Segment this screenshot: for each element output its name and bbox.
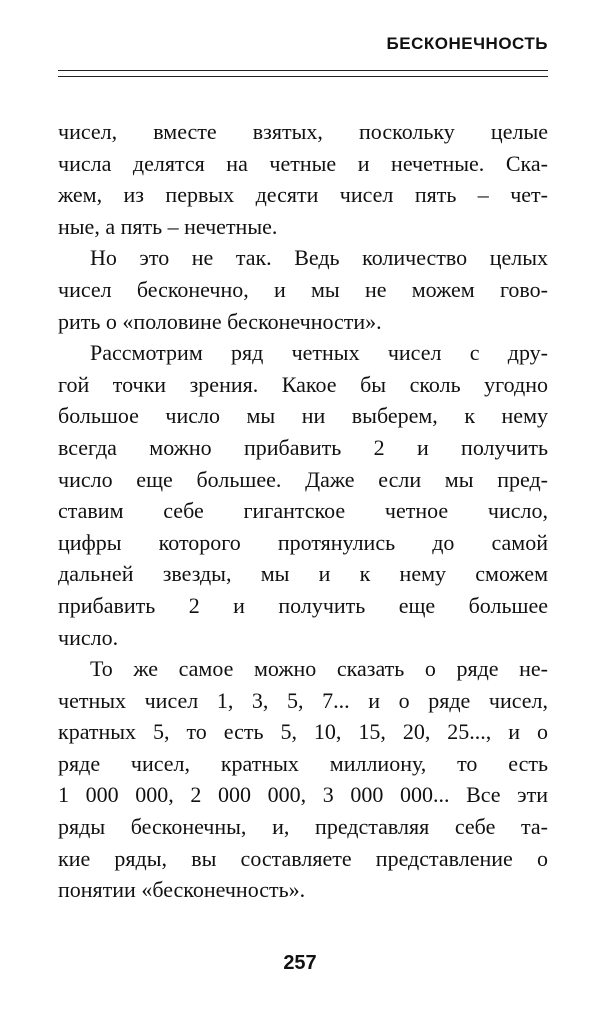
- paragraph-1: [58, 116, 548, 242]
- text-line: кратных 5, то есть 5, 10, 15, 20, 25..., и о: [58, 719, 548, 745]
- text-line: число.: [58, 624, 119, 650]
- text-line: четных чисел 1, 3, 5, 7... и о ряде чисел,: [58, 687, 548, 713]
- text-line: То же самое можно сказать о ряде не-: [90, 656, 548, 682]
- text-line: чисел, вместе взятых, поскольку целые: [58, 119, 548, 144]
- text-line: цифры которого протянулись до самой: [58, 529, 548, 555]
- text-line: рить о «половине бесконечности».: [58, 308, 382, 334]
- running-head-title: БЕСКОНЕЧНОСТЬ: [386, 34, 548, 53]
- paragraph-4: [58, 653, 548, 906]
- text-line: дальней звезды, мы и к нему сможем: [58, 561, 548, 587]
- page-number: 257: [283, 952, 317, 974]
- text-line: гой точки зрения. Какое бы сколь угодно: [58, 371, 548, 397]
- body-text: [58, 116, 548, 906]
- paragraph-2: [58, 242, 548, 337]
- text-line: ные, а пять – нечетные.: [58, 213, 278, 239]
- text-line: Рассмотрим ряд четных чисел с дру-: [90, 340, 548, 366]
- text-line: 1 000 000, 2 000 000, 3 000 000... Все эти: [58, 782, 548, 808]
- text-line: ряде чисел, кратных миллиону, то есть: [58, 750, 548, 776]
- paragraph-3: [58, 337, 548, 653]
- text-line: число еще большее. Даже если мы пред-: [58, 466, 548, 492]
- text-line: числа делятся на четные и нечетные. Ска-: [58, 150, 548, 176]
- text-line: чисел бесконечно, и мы не можем гово-: [58, 276, 548, 302]
- text-line: прибавить 2 и получить еще большее: [58, 592, 548, 618]
- text-line: большое число мы ни выберем, к нему: [58, 403, 548, 429]
- text-line: ставим себе гигантское четное число,: [58, 498, 548, 524]
- header-rule-top: [58, 70, 548, 71]
- header-rule-bottom: [58, 76, 548, 77]
- text-line: жем, из первых десяти чисел пять – чет-: [58, 182, 548, 208]
- text-line: понятии «бесконечность».: [58, 877, 306, 903]
- text-line: кие ряды, вы составляете представление о: [58, 845, 548, 871]
- text-line: Но это не так. Ведь количество целых: [90, 245, 548, 271]
- text-line: всегда можно прибавить 2 и получить: [58, 434, 548, 460]
- text-line: ряды бесконечны, и, представляя себе та-: [58, 814, 548, 840]
